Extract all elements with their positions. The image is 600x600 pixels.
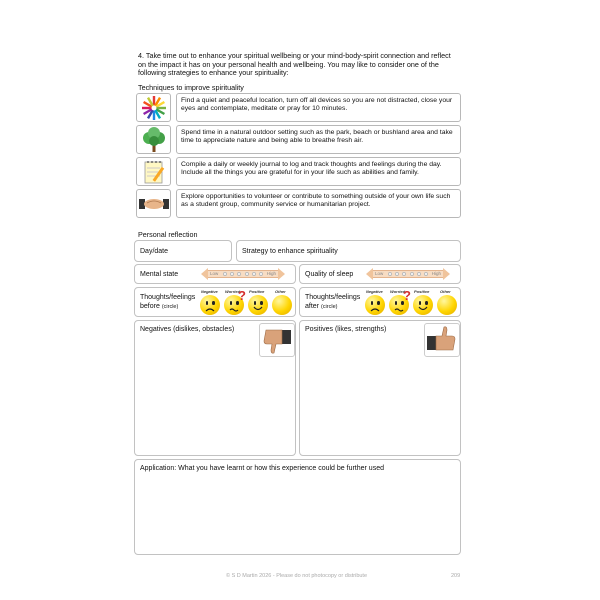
technique-row [136, 157, 461, 186]
day-date-label: Day/date [140, 248, 169, 255]
face-label: Negative [201, 289, 218, 294]
technique-text: Explore opportunities to volunteer or contribute to something outside of your own life such as a student group, community service or humanitarian project. [176, 189, 461, 218]
scale-high-label: High [266, 271, 276, 276]
techniques-title: Techniques to improve spirituality [138, 83, 244, 92]
face-label: Worried [390, 289, 406, 294]
mental-state-field [134, 264, 296, 284]
application-field[interactable] [134, 459, 461, 555]
face-label: Other [275, 289, 286, 294]
thumbs-up-icon [424, 323, 460, 357]
technique-text: Compile a daily or weekly journal to log and track thoughts and feelings during the day. Include all the things you are grateful for in your life such as abilities and family. [176, 157, 461, 186]
face-label: Worried [225, 289, 241, 294]
day-date-field[interactable] [134, 240, 232, 262]
strategy-label: Strategy to enhance spirituality [242, 248, 338, 255]
face-label: Negative [366, 289, 383, 294]
positive-face-icon[interactable] [248, 295, 268, 315]
face-label: Positive [414, 289, 430, 294]
face-label: Positive [249, 289, 265, 294]
thoughts-after-field [299, 287, 461, 317]
negative-face-icon[interactable] [200, 295, 220, 315]
positives-field[interactable] [299, 320, 461, 456]
thoughts-before-label: Thoughts/feelings [140, 294, 196, 301]
technique-text: Find a quiet and peaceful location, turn off all devices so you are not distracted, close your eyes and contemplate, meditate or pray for 10 minutes. [176, 93, 461, 122]
after-label: after (circle) [305, 303, 338, 310]
negatives-field[interactable] [134, 320, 296, 456]
scale-low-label: Low [375, 271, 384, 276]
intro-paragraph: 4. Take time out to enhance your spiritual wellbeing or your mind-body-spirit connection and reflect on the impact it has on your personal health and wellbeing. You may like to consider one of the following strategies to enhance your spirituality: [138, 51, 451, 78]
positive-face-icon[interactable] [413, 295, 433, 315]
sleep-scale[interactable] [366, 268, 450, 280]
mental-state-scale[interactable] [201, 268, 285, 280]
quality-of-sleep-label: Quality of sleep [305, 271, 354, 278]
negatives-label: Negatives (dislikes, obstacles) [140, 326, 235, 333]
face-label: Other [440, 289, 451, 294]
application-label: Application: What you have learnt or how this experience could be further used [140, 465, 384, 472]
thoughts-before-field [134, 287, 296, 317]
other-face-icon[interactable] [437, 295, 457, 315]
thumbs-down-icon [259, 323, 295, 357]
strategy-field[interactable] [236, 240, 461, 262]
before-label: before (circle) [140, 303, 179, 310]
technique-row [136, 125, 461, 154]
reflection-title: Personal reflection [138, 230, 198, 239]
negative-face-icon[interactable] [365, 295, 385, 315]
positives-label: Positives (likes, strengths) [305, 326, 387, 333]
quality-of-sleep-field [299, 264, 461, 284]
page-number: 209 [451, 573, 461, 579]
thoughts-after-label: Thoughts/feelings [305, 294, 361, 301]
circle-hint: (circle) [320, 304, 338, 310]
question-mark-icon: ? [238, 288, 246, 303]
technique-row [136, 189, 461, 218]
scale-high-label: High [431, 271, 441, 276]
mental-state-label: Mental state [140, 271, 179, 278]
handshake-icon [136, 189, 171, 218]
technique-row [136, 93, 461, 122]
notepad-icon [136, 157, 171, 186]
technique-text: Spend time in a natural outdoor setting such as the park, beach or bushland area and take time to appreciate nature and being able to breathe fresh air. [176, 125, 461, 154]
circle-hint: (circle) [161, 304, 179, 310]
color-wheel-icon [136, 93, 171, 122]
copyright-text: © S D Martin 2026 - Please do not photocopy or distribute [226, 573, 368, 579]
tree-icon [136, 125, 171, 154]
other-face-icon[interactable] [272, 295, 292, 315]
scale-low-label: Low [210, 271, 219, 276]
question-mark-icon: ? [403, 288, 411, 303]
